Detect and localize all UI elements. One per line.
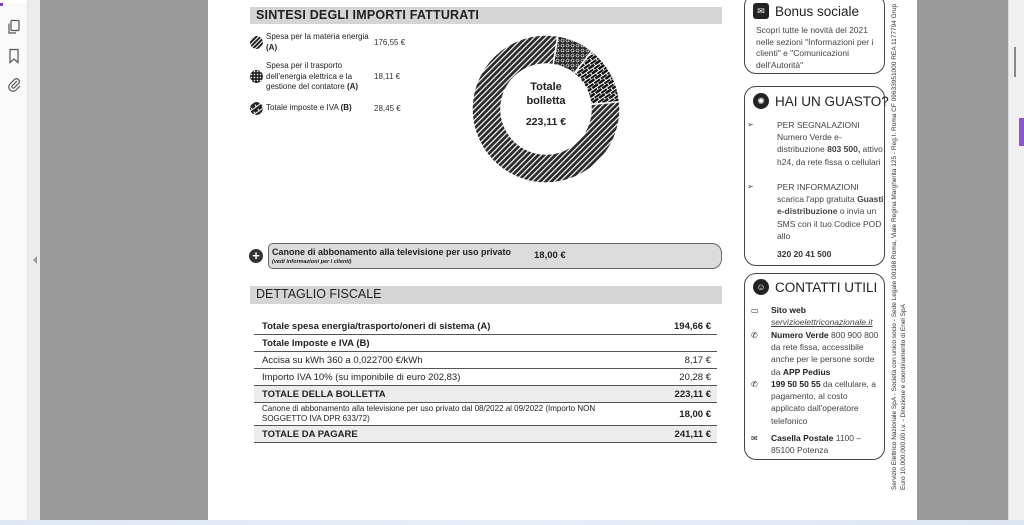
item-text: scarica l'app gratuita [777, 194, 858, 205]
canone-title: Canone di abbonamento alla televisione per uso privato [272, 247, 512, 257]
contact-text: da rete fissa, accessibile anche per le persone sorde da [771, 342, 875, 377]
box-title: CONTATTI UTILI [775, 279, 878, 295]
canone-note: (vedi informazioni per i clienti) [272, 259, 352, 265]
legend-label: Totale imposte e IVA [266, 103, 339, 113]
contact-text: 1100 – 85100 Potenza [771, 433, 862, 456]
legend-label: Spesa per il trasporto dell'energia elettrica e la gestione del contatore [266, 61, 353, 91]
legend-value: 28,45 € [374, 104, 401, 113]
table-row [254, 352, 717, 369]
vertical-scrollbar[interactable] [1008, 0, 1024, 520]
website-link[interactable]: servizioelettriconazionale.it [771, 317, 873, 328]
dots-swatch-icon [250, 70, 263, 83]
table-row [254, 369, 717, 386]
row-value: 241,11 € [674, 429, 711, 440]
item-number: 803 500, [827, 144, 861, 155]
contact-text: da cellulare, a pagamento, al costo applicato dall'operatore telefonico [771, 379, 876, 426]
legend-value: 18,11 € [374, 72, 401, 82]
donut-center-line2: bolletta [526, 95, 566, 107]
legend-tag: (B) [340, 103, 352, 113]
gear-icon: ✺ [753, 93, 769, 109]
legend-item-imposte [250, 102, 401, 115]
table-row [254, 318, 717, 335]
section-header-dettaglio [250, 286, 722, 304]
collapse-arrow-icon[interactable] [33, 256, 37, 264]
row-label: Importo IVA 10% (su imponibile di euro 202,83) [262, 372, 461, 383]
contact-label: Casella Postale [771, 433, 834, 443]
contact-number: 199 50 50 55 [771, 379, 821, 389]
canone-amount: 18,00 € [534, 250, 566, 261]
pages-icon[interactable] [6, 19, 22, 35]
table-row-grand-total [254, 426, 717, 443]
item-text: Numero Verde e-distribuzione [777, 132, 842, 155]
item-text: attivo h24, da rete fissa o cellulari [777, 144, 883, 167]
legal-line1: Servizio Elettrico Nazionale SpA - Società con unico socio - Sede Legale 00198 Roma, Viale Regina Margherita 125 - Reg.I. Roma CF 09633951000 REA 1177794 Grup [891, 3, 898, 490]
legend-item-energia [250, 32, 406, 53]
phone-icon: ✆ [751, 331, 758, 340]
scrollbar-thumb[interactable] [1014, 47, 1016, 77]
contact-app: APP Pedius [782, 366, 831, 377]
attachment-icon[interactable] [6, 76, 22, 92]
expand-plus-icon[interactable]: + [249, 249, 263, 263]
row-label: Totale Imposte e IVA (B) [262, 338, 370, 349]
table-row [254, 403, 717, 426]
box-body: Scopri tutte le novità del 2021 nelle sezioni "Informazioni per i clienti" e "Comunicazioni dell'Autorità" [756, 25, 874, 70]
taskbar-edge [0, 520, 1024, 525]
bonus-sociale-box [744, 0, 885, 74]
contact-number: 800 900 800 [828, 330, 879, 340]
row-label: Accisa su kWh 360 a 0,022700 €/kWh [262, 355, 423, 366]
row-label: TOTALE DELLA BOLLETTA [262, 389, 386, 400]
table-row-total [254, 386, 717, 403]
contact-label: Numero Verde [771, 330, 829, 340]
panel-splitter[interactable] [27, 0, 40, 520]
section-title: DETTAGLIO FISCALE [256, 287, 382, 301]
left-toolbar [0, 0, 27, 520]
canone-box [268, 243, 722, 269]
row-value: 18,00 € [679, 409, 711, 420]
donut-center-amount: 223,11 € [525, 116, 567, 128]
table-row [254, 335, 717, 352]
row-value: 223,11 € [674, 389, 711, 400]
legal-line2: Euro 10.000.000,00 i.v. - Direzione e coordinamento di Enel SpA [900, 304, 907, 490]
legal-footer-vertical [890, 0, 914, 520]
mail-icon: ✉ [753, 3, 769, 19]
stripes-swatch-icon [250, 36, 263, 49]
fiscal-table [254, 318, 717, 443]
laptop-icon: ▭ [751, 306, 759, 315]
document-viewer [40, 0, 1008, 520]
box-title: Bonus sociale [775, 3, 860, 19]
users-icon: ☺ [753, 279, 769, 295]
legend-item-trasporto [250, 61, 401, 93]
row-value: 20,28 € [679, 372, 711, 383]
donut-center-label [508, 80, 584, 129]
item-head: PER SEGNALAZIONI [777, 120, 860, 130]
row-label: Canone di abbonamento alla televisione per uso privato dal 08/2022 al 09/2022 (Importo NON SOGGETTO IVA DPR 633/72) [262, 404, 596, 423]
legend-tag: (A) [266, 42, 278, 52]
arrow-bullet-icon: ➢ [747, 182, 754, 191]
envelope-icon: ✉ [751, 434, 758, 443]
pdf-page [208, 0, 917, 520]
phone-icon: ✆ [751, 380, 758, 389]
row-label: Totale spesa energia/trasporto/oneri di sistema (A) [262, 321, 491, 332]
donut-center-line1: Totale [530, 81, 562, 93]
sms-number: 320 20 41 500 [777, 249, 832, 259]
item-text: o invia un SMS con il tuo Codice POD allo [777, 206, 882, 241]
brick-swatch-icon [250, 102, 263, 115]
legend-value: 176,55 € [374, 38, 406, 47]
row-value: 194,66 € [674, 321, 711, 332]
item-app: Guasti e-distribuzione [777, 194, 884, 217]
section-title: SINTESI DEGLI IMPORTI FATTURATI [256, 8, 480, 22]
item-head: PER INFORMAZIONI [777, 182, 859, 192]
contatti-box [744, 273, 885, 460]
contact-label: Sito web [771, 305, 806, 315]
section-header-sintesi [250, 7, 722, 24]
accent-mark [0, 3, 3, 6]
row-value: 8,17 € [684, 355, 711, 366]
legend-tag: (A) [346, 82, 359, 91]
arrow-bullet-icon: ➢ [747, 120, 754, 129]
box-title: HAI UN GUASTO? [775, 93, 889, 109]
bookmark-icon[interactable] [6, 48, 22, 64]
row-label: TOTALE DA PAGARE [262, 429, 358, 440]
scroll-position-marker [1019, 118, 1024, 146]
legend-label: Spesa per la materia energia [266, 32, 369, 41]
guasto-box [744, 86, 889, 266]
